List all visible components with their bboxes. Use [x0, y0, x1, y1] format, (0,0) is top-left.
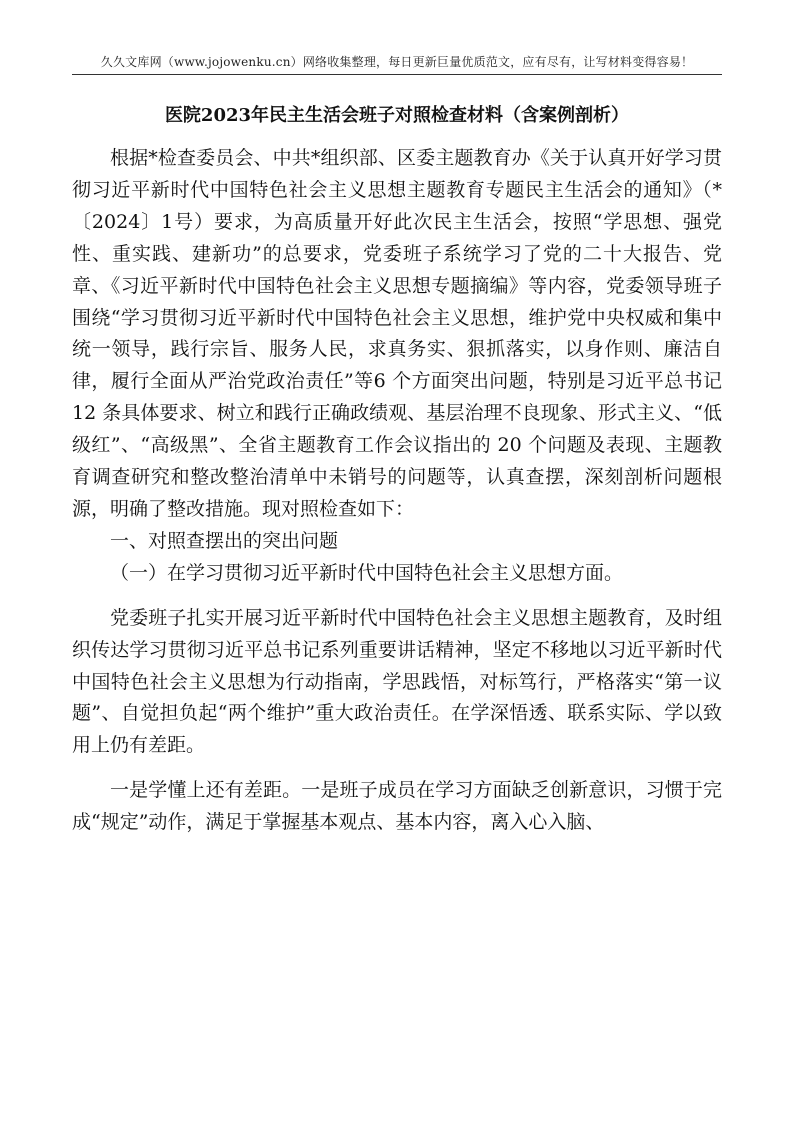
document-title: 医院2023年民主生活会班子对照检查材料（含案例剖析） — [164, 105, 630, 126]
page-header: 久久文库网（www.jojowenku.cn）网络收集整理，每日更新巨量优质范文，应有尽有，让写材料变得容易！ — [100, 55, 694, 69]
document-body — [72, 143, 722, 839]
body-paragraph: 一是学懂上还有差距。一是班子成员在学习方面缺乏创新意识，习惯于完成“规定”动作，满足于掌握基本观点、基本内容，离入心入脑、 — [72, 779, 722, 834]
header-divider — [72, 74, 722, 75]
section-heading: 一、对照查摆出的突出问题 — [110, 529, 339, 552]
intro-paragraph: 根据*检查委员会、中共*组织部、区委主题教育办《关于认真开好学习贯彻习近平新时代中国特色社会主义思想主题教育专题民主生活会的通知》（*〔2024〕1号）要求，为高质量开好此次民主生活会，按照“学思想、强党性、重实践、建新功”的总要求，党委班子系统学习了党的二十大报告、党章、《习近平新时代中国特色社会主义思想专题摘编》等内容，党委领导班子围绕“学习贯彻习近平新时代中国特色社会主义思想，维护党中央权威和集中统一领导，践行宗旨、服务人民，求真务实、狠抓落实，以身作则、廉洁自律，履行全面从严治党政治责任”等6 个方面突出问题，特别是习近平总书记 12 条具体要求、树立和践行正确政绩观、基层治理不良现象、形式主义、“低级红”、“高级黑”、全省主题教育工作会议指出的 20 个问题及表现、主题教育调查研究和整改整治清单中未销号的问题等，认真查摆，深刻剖析问题根源，明确了整改措施。现对照检查如下： — [72, 147, 722, 520]
subsection-heading: （一）在学习贯彻习近平新时代中国特色社会主义思想方面。 — [110, 561, 624, 584]
body-paragraph: 党委班子扎实开展习近平新时代中国特色社会主义思想主题教育，及时组织传达学习贯彻习近平总书记系列重要讲话精神，坚定不移地以习近平新时代中国特色社会主义思想为行动指南，学思践悟，对标笃行，严格落实“第一议题”、自觉担负起“两个维护”重大政治责任。在学深悟透、联系实际、学以致用上仍有差距。 — [72, 606, 722, 757]
